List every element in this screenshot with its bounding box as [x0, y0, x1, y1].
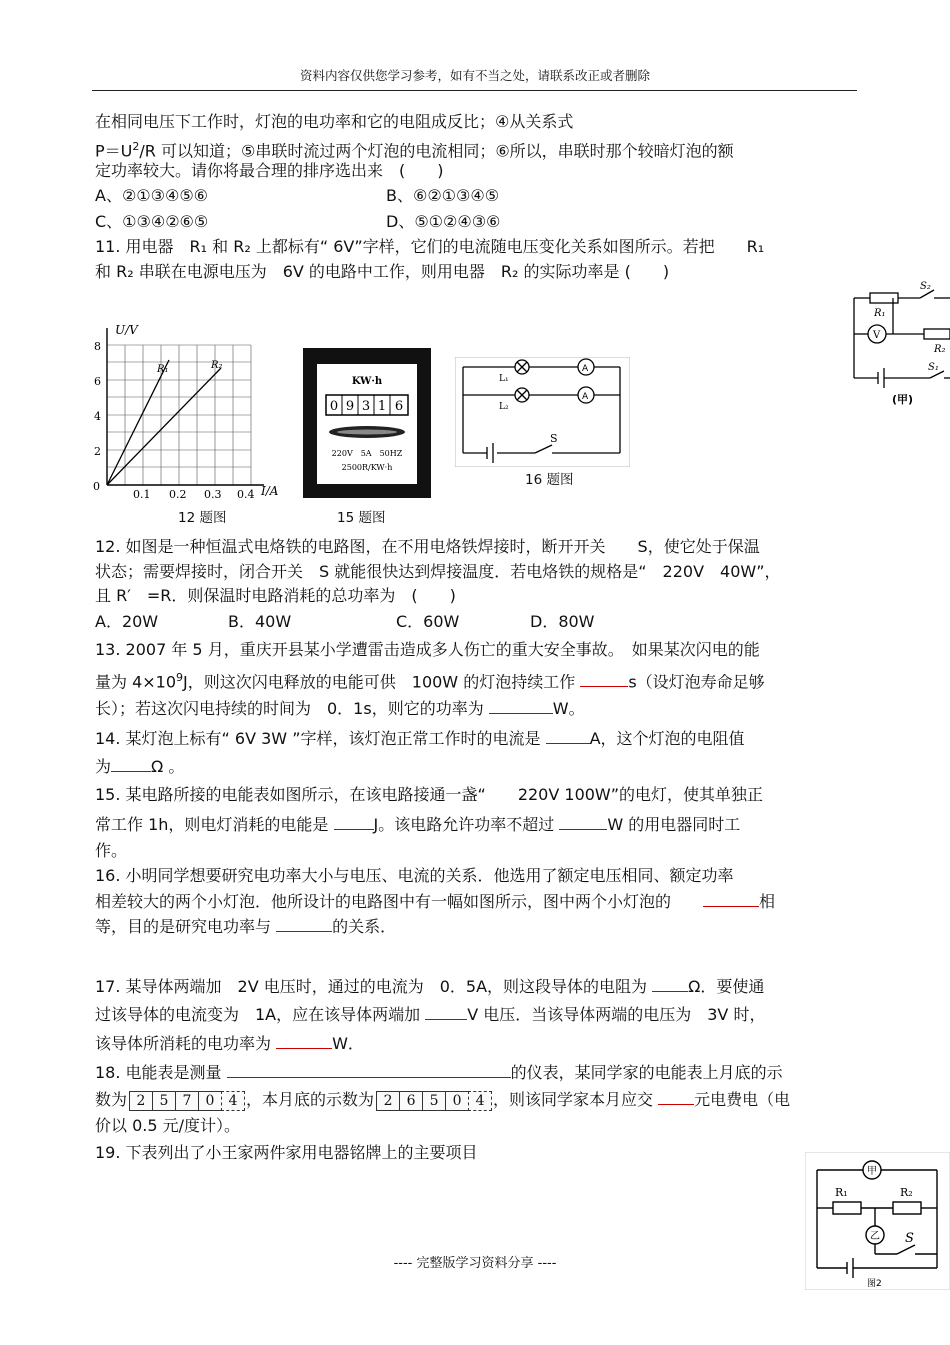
text-fragment: A，这个灯泡的电阻值: [589, 729, 745, 748]
answer-blank[interactable]: [111, 755, 151, 772]
origin-label: 0: [93, 480, 100, 493]
figure-2-label: 图2: [867, 1279, 882, 1289]
meter-digit: 2: [129, 1091, 153, 1111]
text-fragment: ，则该同学家本月应交: [493, 1090, 659, 1109]
page-footer: ---- 完整版学习资料分享 ----: [393, 1256, 557, 1271]
answer-blank[interactable]: [559, 813, 607, 830]
superscript: 9: [176, 671, 184, 684]
text-fragment: s（设灯泡寿命足够: [628, 672, 765, 692]
text-line: 定功率较大。请你将最合理的排序选出来 ( ): [95, 161, 444, 180]
meter-digit: 3: [361, 399, 371, 414]
x-tick: 0.1: [133, 488, 151, 501]
meter-digit: 0: [198, 1091, 222, 1111]
ammeter-label: A: [582, 392, 589, 402]
y-tick: 4: [94, 410, 101, 423]
answer-blank[interactable]: [703, 890, 759, 907]
question-17-cont: [95, 1003, 765, 1025]
y-tick: 2: [94, 445, 101, 458]
text-fragment: W．: [332, 1034, 364, 1053]
meter-digit: 7: [175, 1091, 199, 1111]
meter-reading-current: [376, 1090, 491, 1111]
meter-digit: 6: [394, 399, 404, 414]
meter-jia-label: 甲: [867, 1166, 877, 1177]
superscript: 2: [132, 140, 140, 153]
text-fragment: 14. 某灯泡上标有“ 6V 3W ”字样，该灯泡正常工作时的电流是: [95, 729, 546, 748]
option-d: D、⑤①②④③⑥: [386, 212, 501, 231]
question-12-cont: 且 R′ =R．则保温时电路消耗的总功率为 ( ): [95, 586, 456, 605]
question-13-cont: [95, 668, 765, 692]
question-15: 15. 某电路所接的电能表如图所示，在该电路接通一盏“ 220V 100W”的电灯，使其单独正: [95, 785, 764, 804]
text-fragment: J，则这次闪电释放的电能可供 100W 的灯泡持续工作: [183, 672, 581, 692]
text-fragment: 17. 某导体两端加 2V 电压时，通过的电流为 0．5A，则这段导体的电阻为: [95, 977, 653, 996]
text-line: 在相同电压下工作时，灯泡的电功率和它的电阻成反比；④从关系式: [95, 112, 574, 131]
question-15-cont: [95, 813, 740, 835]
option-b: B、⑥②①③④⑤: [386, 186, 500, 205]
resistor-r1-label: R₁: [835, 1186, 848, 1199]
caption-figure-15: 15 题图: [337, 510, 386, 526]
text-fragment: 过该导体的电流变为 1A，应在该导体两端加: [95, 1005, 426, 1024]
switch-s2-label: S₂: [920, 281, 931, 292]
ammeter-label: A: [582, 364, 589, 374]
figure-15-meter: [299, 344, 435, 502]
header-rule: [92, 90, 857, 91]
meter-reading-previous: [129, 1090, 244, 1111]
question-17: [95, 975, 764, 997]
voltmeter-label: V: [873, 330, 881, 341]
answer-blank[interactable]: [658, 1088, 694, 1105]
r2-line-label: R₂: [211, 360, 223, 371]
x-tick: 0.2: [169, 488, 187, 501]
text-fragment: 的关系．: [332, 917, 397, 936]
answer-blank[interactable]: [425, 1003, 467, 1020]
text-fragment: 长）；若这次闪电持续的时间为 0．1s，则它的功率为: [95, 699, 489, 718]
q12-option-c: C．60W: [396, 612, 460, 631]
text-fragment: 相: [759, 892, 776, 911]
resistor-r1-label: R₁: [874, 308, 886, 319]
switch-s1-label: S₁: [928, 362, 939, 373]
meter-digit: 4: [468, 1091, 492, 1111]
question-11-cont: 和 R₂ 串联在电源电压为 6V 的电路中工作，则用电器 R₂ 的实际功率是 ( ): [95, 262, 670, 281]
text-fragment: ，本月底的示数为: [246, 1090, 375, 1109]
y-tick: 8: [94, 340, 101, 353]
x-axis-label: I/A: [261, 484, 279, 498]
answer-blank[interactable]: [276, 915, 332, 932]
answer-blank[interactable]: [489, 697, 553, 714]
figure-12-graph: [89, 320, 289, 510]
text-fragment: Ω 。: [151, 757, 185, 776]
question-13: 13. 2007 年 5 月，重庆开县某小学遭雷击造成多人伤亡的重大安全事故。 如果某次闪电的能: [95, 640, 760, 659]
text-fragment: 的仪表，某同学家的电能表上月底的示: [510, 1063, 783, 1082]
text-fragment: 等，目的是研究电功率与: [95, 917, 277, 936]
question-16-cont: [95, 915, 396, 937]
meter-digit: 2: [376, 1091, 400, 1111]
question-18-cont: 价以 0.5 元/度计）。: [95, 1116, 241, 1135]
text-fragment: W。: [552, 699, 585, 718]
text-fragment: 相差较大的两个小灯泡．他所设计的电路图中有一幅如图所示，图中两个小灯泡的: [95, 892, 704, 911]
question-11: 11. 用电器 R₁ 和 R₂ 上都标有“ 6V”字样，它们的电流随电压变化关系如图所示。若把 R₁: [95, 237, 765, 256]
text-fragment: Ω．要使通: [688, 977, 765, 996]
x-tick: 0.3: [204, 488, 222, 501]
switch-label: S: [550, 432, 558, 445]
answer-blank[interactable]: [652, 975, 688, 992]
question-12: 12. 如图是一种恒温式电烙铁的电路图，在不用电烙铁焊接时，断开开关 S，使它处于保温: [95, 537, 760, 556]
caption-figure-12: 12 题图: [178, 510, 227, 526]
figure-jia-circuit: [848, 278, 950, 408]
y-axis-label: U/V: [115, 323, 138, 337]
meter-digit: 6: [399, 1091, 423, 1111]
question-14: [95, 727, 745, 749]
text-fragment: 该导体所消耗的电功率为: [95, 1034, 277, 1053]
caption-figure-16: 16 题图: [525, 472, 574, 488]
question-17-cont: [95, 1032, 364, 1054]
meter-spec: 220V 5A 50HZ: [331, 449, 403, 458]
text-fragment: 数为: [95, 1090, 128, 1109]
x-tick: 0.4: [237, 488, 255, 501]
meter-digit: 1: [377, 399, 387, 414]
meter-digit: 5: [422, 1091, 446, 1111]
lamp-label-l1: L₁: [499, 374, 509, 384]
text-fragment: 常工作 1h，则电灯消耗的电能是: [95, 815, 334, 834]
text-fragment: V 电压．当该导体两端的电压为 3V 时，: [467, 1005, 766, 1024]
answer-blank[interactable]: [580, 670, 628, 687]
meter-digit: 0: [445, 1091, 469, 1111]
text-fragment: P＝U: [95, 141, 133, 161]
meter-digit: 4: [221, 1091, 245, 1111]
meter-unit: KW·h: [351, 376, 383, 387]
meter-digit: 0: [329, 399, 339, 414]
page-header: 资料内容仅供您学习参考，如有不当之处，请联系改正或者删除: [299, 68, 650, 83]
text-fragment: 元电费电（电: [694, 1090, 791, 1109]
answer-blank[interactable]: [227, 1061, 511, 1078]
answer-blank[interactable]: [276, 1032, 332, 1049]
y-tick: 6: [94, 375, 101, 388]
question-13-cont: [95, 697, 585, 719]
question-15-cont: 作。: [95, 841, 128, 860]
text-fragment: 18. 电能表是测量: [95, 1063, 227, 1082]
text-fragment: J。该电路允许功率不超过: [373, 815, 560, 834]
text-line: [95, 137, 734, 161]
question-12-cont: 状态；需要焊接时，闭合开关 S 就能很快达到焊接温度．若电烙铁的规格是“ 220V 40W”，: [95, 562, 781, 581]
option-c: C、①③④②⑥⑤: [95, 212, 209, 231]
question-16-cont: [95, 890, 775, 912]
meter-digit: 9: [345, 399, 355, 414]
option-a: A、②①③④⑤⑥: [95, 186, 209, 205]
question-14-cont: [95, 755, 184, 777]
q12-option-d: D．80W: [530, 612, 595, 631]
question-16: 16. 小明同学想要研究电功率大小与电压、电流的关系．他选用了额定电压相同、额定功率: [95, 866, 734, 885]
figure-jia-label: (甲): [892, 393, 914, 406]
meter-digit: 5: [152, 1091, 176, 1111]
resistor-r2-label: R₂: [900, 1186, 913, 1199]
text-fragment: W 的用电器同时工: [607, 815, 741, 834]
lamp-label-l2: L₂: [499, 402, 509, 412]
text-fragment: 量为 4×10: [95, 672, 177, 692]
meter-rate: 2500R/KW·h: [341, 463, 393, 472]
text-fragment: 为: [95, 757, 112, 776]
figure-16-circuit: [455, 357, 630, 467]
answer-blank[interactable]: [546, 727, 590, 744]
question-18: [95, 1061, 783, 1083]
resistor-r2-label: R₂: [934, 344, 946, 355]
meter-yi-label: 乙: [870, 1231, 880, 1242]
question-19: 19. 下表列出了小王家两件家用电器铭牌上的主要项目: [95, 1143, 478, 1162]
switch-label: S: [905, 1231, 914, 1246]
text-fragment: /R 可以知道；⑤串联时流过两个灯泡的电流相同；⑥所以，串联时那个较暗灯泡的额: [139, 141, 734, 161]
q12-option-b: B．40W: [228, 612, 292, 631]
q12-option-a: A．20W: [95, 612, 159, 631]
answer-blank[interactable]: [334, 813, 374, 830]
r1-line-label: R₁: [157, 364, 169, 375]
question-18-cont: [95, 1088, 790, 1111]
